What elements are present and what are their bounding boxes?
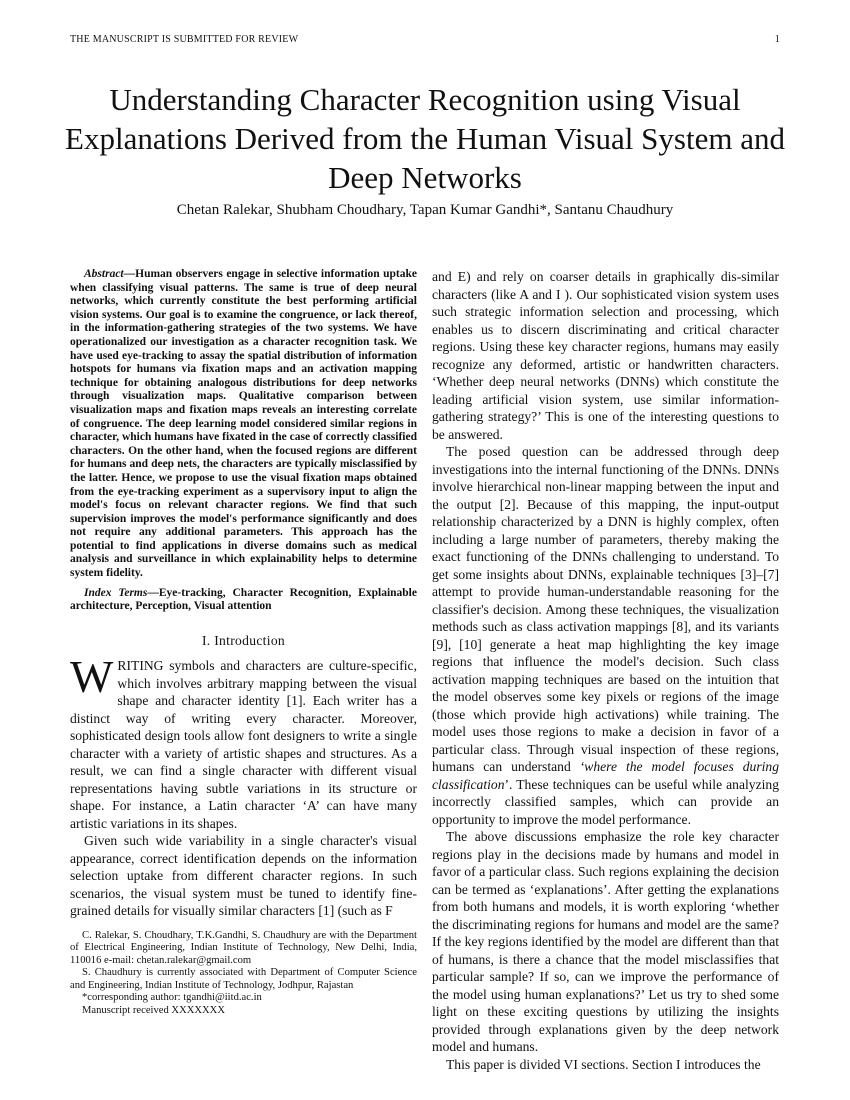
- drop-cap: W: [70, 651, 114, 703]
- body-paragraph-dnn: [432, 443, 779, 828]
- emphasis-where-model-focuses: ‘where the model focuses during classification: [432, 759, 779, 792]
- abstract: [70, 268, 417, 581]
- body-paragraph-explanations: The above discussions emphasize the role key character regions play in the decisions made by humans and model in favor of a particular class. Such regions explaining the decision can be termed as ‘explanations’. After getting the explanations from both humans and models, it is worth exploring ‘whether the discriminating regions for humans and model are the same? If the key regions identified by the model are different than that of humans, is there a chance that the model misclassifies that particular sample? If so, can we improve the performance of the model using human explanations?’ Let us try to shed some light on these exciting questions by utilizing the insights provided through explanations given by the deep network model and humans.: [432, 829, 779, 1054]
- index-terms: [70, 587, 417, 614]
- author-list: Chetan Ralekar, Shubham Choudhary, Tapan Kumar Gandhi*, Santanu Chaudhury: [176, 202, 674, 218]
- body-paragraph-continued: and E) and rely on coarser details in graphically dis-similar characters (like A and I ). Our sophisticated vision system uses such strategic information selection and processing, which enables us to discern discriminating and critical character regions. Using these key character regions, humans may easily recognize any deformed, artistic or handwritten characters. ‘Whether deep neural networks (DNNs) which constitute the leading artificial vision system, use similar information-gathering strategy?’ This is one of the interesting questions to be answered.: [432, 269, 779, 442]
- footnote-current-affiliation: S. Chaudhury is currently associated with Department of Computer Science and Engineering, Indian Institute of Technology, Jodhpur, Rajastan: [70, 967, 417, 991]
- footnote-manuscript-received: Manuscript received XXXXXXX: [82, 1004, 225, 1016]
- intro-paragraph-2: Given such wide variability in a single character's visual appearance, correct identification depends on the information selection uptake from different character regions. In such scenarios, the visual system must be tuned to identify fine-grained details for visually similar characters [1] (such as F: [70, 833, 417, 919]
- page-number: 1: [774, 34, 780, 45]
- body-paragraph-outline: This paper is divided VI sections. Section I introduces the: [446, 1056, 761, 1072]
- index-terms-text: —Eye-tracking, Character Recognition, Explainable architecture, Perception, Visual attention: [70, 586, 417, 613]
- body-paragraph-dnn-text: The posed question can be addressed through deep investigations into the internal functioning of the DNNs. DNNs involve hierarchical non-linear mapping between the input and the output [2]. Because of this mapping, the input-output relationship characterized by a DNN is highly complex, often including a large number of parameters, thereby making the exact functioning of the DNNs challenging to understand. To get some insights about DNNs, explainable techniques [3]–[7] attempt to provide human-understandable reasoning for the classifier's decision. Among these techniques, the visualization methods such as class activation mappings [8], and its variants [9], [10] generate a heat map highlighting the key image regions that influence the model's decision. Such class activation mapping techniques are based on the intuition that the model observes some key pixels or regions of the image (those which provide high activations) while training. The model uses those regions to make a decision in favor of a particular class. Through visual inspection of these regions, humans can understand: [432, 444, 779, 774]
- intro-paragraph-1: [70, 651, 417, 832]
- index-terms-label: Index Terms: [84, 586, 148, 599]
- section-heading-introduction: I. Introduction: [201, 632, 286, 648]
- running-header: [70, 34, 780, 50]
- body-paragraph-dnn-end: ’. These techniques can be useful while analyzing incorrectly classified samples, which can provide an opportunity to improve the model performance.: [432, 776, 779, 827]
- intro-paragraph-1-text: RITING symbols and characters are culture-specific, which involves arbitrary mapping between the visual shape and character identity [1]. Each writer has a distinct way of writing every character. Moreover, sophisticated design tools allow font designers to write a single character with a variety of artistic shapes and structures. As a result, we can find a single character with different visual representations having subtle variations in its structure or shape. For instance, a Latin character ‘A’ can have many artistic variations in its shapes.: [70, 658, 417, 831]
- right-column: [432, 268, 779, 1073]
- footnote-corresponding-author: *corresponding author: tgandhi@iitd.ac.in: [82, 992, 262, 1004]
- running-title: THE MANUSCRIPT IS SUBMITTED FOR REVIEW: [70, 34, 299, 45]
- footnotes: [70, 930, 417, 1018]
- abstract-label: Abstract: [84, 268, 124, 280]
- abstract-text: —Human observers engage in selective information uptake when classifying visual patterns. The same is true of deep neural networks, which currently constitute the best performing artificial vision systems. Our goal is to examine the congruence, or lack thereof, in the information-gathering strategies of the two systems. We have operationalized our investigation as a character recognition task. We have used eye-tracking to assay the spatial distribution of information hotspots for humans via fixation maps and an activation mapping technique for obtaining analogous distributions for deep networks through visualization maps. Qualitative comparison between visualization maps and fixation maps reveals an interesting correlate of congruence. The deep learning model considered similar regions in character, which humans have fixated in the case of correctly classified characters. On the other hand, when the focused regions are different for humans and deep nets, the characters are typically misclassified by the latter. Hence, we propose to use the visual fixation maps obtained from the eye-tracking experiment as a supervisory input to align the model's focus on relevant character regions. We find that such supervision improves the model's performance significantly and does not require any additional parameters. This approach has the potential to find applications in diverse domains such as medical analysis and surveillance in which explainability helps to determine system fidelity.: [70, 268, 417, 580]
- left-column: [70, 268, 417, 1017]
- paper-title: Understanding Character Recognition using Visual Explanations Derived from the Human Visual System and Deep Networks: [65, 82, 785, 195]
- footnote-affiliation: C. Ralekar, S. Choudhary, T.K.Gandhi, S. Chaudhury are with the Department of Electrical Engineering, Indian Institute of Technology, New Delhi, India, 110016 e-mail: chetan.ralekar@gmail.com: [70, 929, 417, 966]
